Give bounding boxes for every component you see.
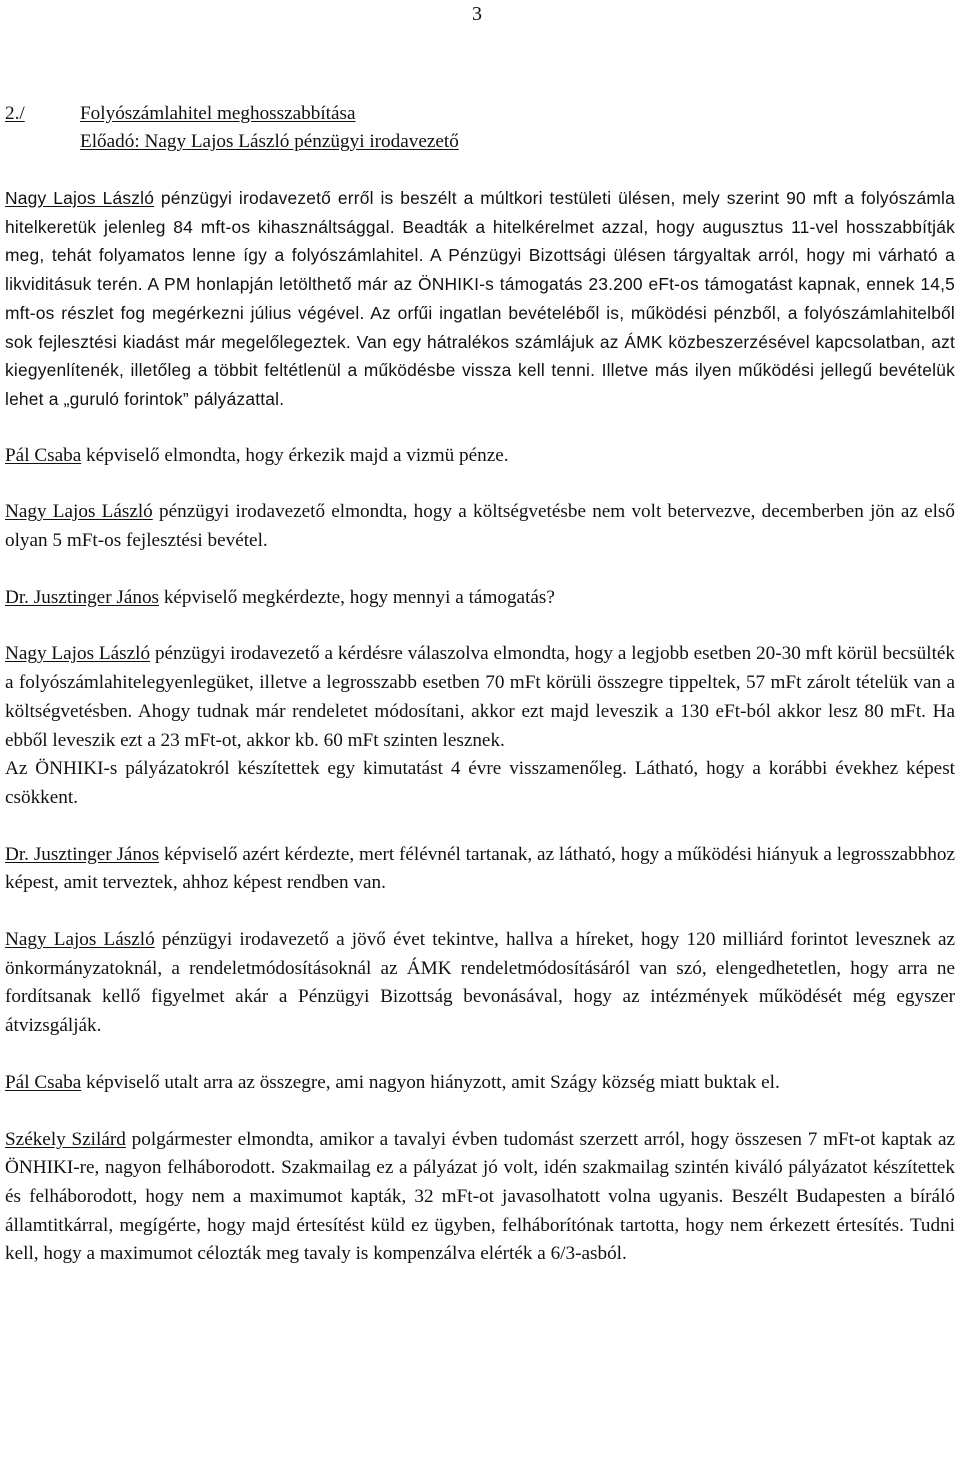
paragraph-text: a jövő évet tekintve, hallva a híreket, hogy 120 milliárd forintot levesznek az önkormányzatoknál, a rendeletmódosításoknál az ÁMK rendeletmódosításáról van szó, elengedhetetlen, hogy arra ne fordítsanak kellő figyelmet akár a Pénzügyi Bizottság bevonásával, hogy az intézmények működését még egyszer átvizsgálják.: [5, 929, 956, 1037]
speaker-name: Pál Csaba: [5, 1071, 82, 1093]
speaker-role: képviselő: [86, 1071, 160, 1093]
speaker-name: Székely Szilárd: [5, 1128, 126, 1150]
speaker-role: képviselő: [163, 843, 238, 865]
paragraph-text: erről is beszélt a múltkori testületi ülésen, mely szerint 90 mft a folyószámla hitelkeretük jelenleg 84 mft-os kihasználtsággal. Beadták a hitelkérelmet azzal, hogy augusztus 11-vel hosszabbítják meg, tehát folyamatos lenne így a folyószámlahitel. A Pénzügyi Bizottsági ülésen tárgyaltak arról, hogy mi várható a likviditásuk terén. A PM honlapján letölthető már az ÖNHIKI-s támogatás 23.200 eFt-os támogatást kapnak, ennek 14,5 mft-os részlet fog megérkezni július végével. Az orfűi ingatlan bevételéből is, működési pénzből, a folyószámlahitelből sok fejlesztési kiadást már megelőlegeztek. Van egy hátralékos számlájuk az ÁMK közbeszerzésével kapcsolatban, azt kiegyenlítenék, illetőleg a többit feltétlenül a működésbe vissza kell tenni. Illetve más ilyen működési jellegű bevételük lehet a „guruló forintok” pályázattal.: [5, 188, 955, 409]
section-number: 2./: [5, 103, 25, 124]
paragraph: [5, 841, 955, 898]
document-body: [5, 100, 955, 1269]
speaker-role: pénzügyi irodavezető: [154, 643, 320, 665]
speaker-role: pénzügyi irodavezető: [159, 501, 326, 523]
speaker-name: Pál Csaba: [5, 444, 82, 466]
speaker-role: polgármester: [131, 1128, 232, 1150]
section-title: Folyószámlahitel meghosszabbítása: [80, 103, 356, 124]
spacer: [5, 1041, 955, 1069]
page-number: 3: [472, 3, 482, 25]
paragraph: [5, 1069, 955, 1098]
paragraph-text: azért kérdezte, mert félévnél tartanak, az látható, hogy a működési hiányuk a legrosszabbhoz képest, amit terveztek, ahhoz képest rendben van.: [5, 843, 956, 894]
speaker-role: képviselő: [86, 444, 160, 466]
paragraph: [5, 184, 955, 414]
speaker-name: Nagy Lajos László: [5, 643, 151, 665]
paragraph: [5, 498, 955, 555]
speaker-role: pénzügyi irodavezető: [161, 929, 329, 951]
paragraph-text: utalt arra az összegre, ami nagyon hiányzott, amit Szágy község miatt buktak el.: [164, 1071, 780, 1093]
speaker-role: pénzügyi irodavezető: [160, 188, 332, 208]
section-presenter: Előadó: Nagy Lajos László pénzügyi irodavezető: [80, 131, 459, 152]
presenter-line: [5, 128, 955, 156]
paragraph: [5, 442, 955, 471]
speaker-name: Nagy Lajos László: [5, 188, 155, 208]
paragraph-text: elmondta, hogy a költségvetésbe nem volt betervezve, decemberben jön az első olyan 5 mFt-os fejlesztési bevétel.: [5, 501, 955, 552]
section-heading: [5, 100, 955, 128]
spacer: [5, 898, 955, 926]
spacer: [5, 813, 955, 841]
speaker-name: Nagy Lajos László: [5, 929, 155, 951]
spacer: [5, 470, 955, 498]
speaker-name: Dr. Jusztinger János: [5, 586, 160, 608]
paragraph: [5, 926, 955, 1041]
speaker-name: Nagy Lajos László: [5, 501, 153, 523]
speaker-name: Dr. Jusztinger János: [5, 843, 160, 865]
paragraph: [5, 584, 955, 613]
spacer: [5, 156, 955, 184]
paragraph-text: elmondta, hogy érkezik majd a vizmü pénze.: [164, 444, 509, 466]
spacer: [5, 612, 955, 640]
paragraph: [5, 640, 955, 755]
paragraph: [5, 1126, 955, 1270]
paragraph-text: megkérdezte, hogy mennyi a támogatás?: [242, 586, 555, 608]
paragraph-continuation: Az ÖNHIKI-s pályázatokról készítettek egy kimutatást 4 évre visszamenőleg. Látható, hogy a korábbi évekhez képest csökkent.: [5, 758, 955, 808]
speaker-role: képviselő: [163, 586, 238, 608]
spacer: [5, 414, 955, 442]
spacer: [5, 1098, 955, 1126]
paragraph-text: a kérdésre válaszolva elmondta, hogy a legjobb esetben 20-30 mft körül becsülték a folyószámlahitelegyenlegüket, illetve a legrosszabb esetben 70 mFt körüli összegre tippeltek, 57 mFt zárolt tételük van a költségvetésben. Ahogy tudnak már rendeletet módosítani, akkor ezt majd leveszik a 130 eFt-ból akkor lesz 80 mFt. Ha ebből leveszik ezt a 23 mFt-ot, akkor kb. 60 mFt szinten lesznek.: [5, 643, 956, 751]
paragraph-text: elmondta, amikor a tavalyi évben tudomást szerzett arról, hogy összesen 7 mFt-ot kaptak az ÖNHIKI-re, nagyon felháborodott. Szakmailag ez a pályázat jó volt, idén szakmailag szintén kiváló pályázatot készítettek és felháborodott, hogy nem a maximumot kapták, 32 mFt-ot javasolhatott volna ugyanis. Beszélt Budapesten a bíráló államtitkárral, megígérte, hogy majd értesítést küld ez ügyben, felháborítónak tartotta, hogy nem érkezett értesítés. Tudni kell, hogy a maximumot célozták meg tavaly is kompenzálva elérték a 6/3-asból.: [5, 1128, 956, 1265]
spacer: [5, 556, 955, 584]
